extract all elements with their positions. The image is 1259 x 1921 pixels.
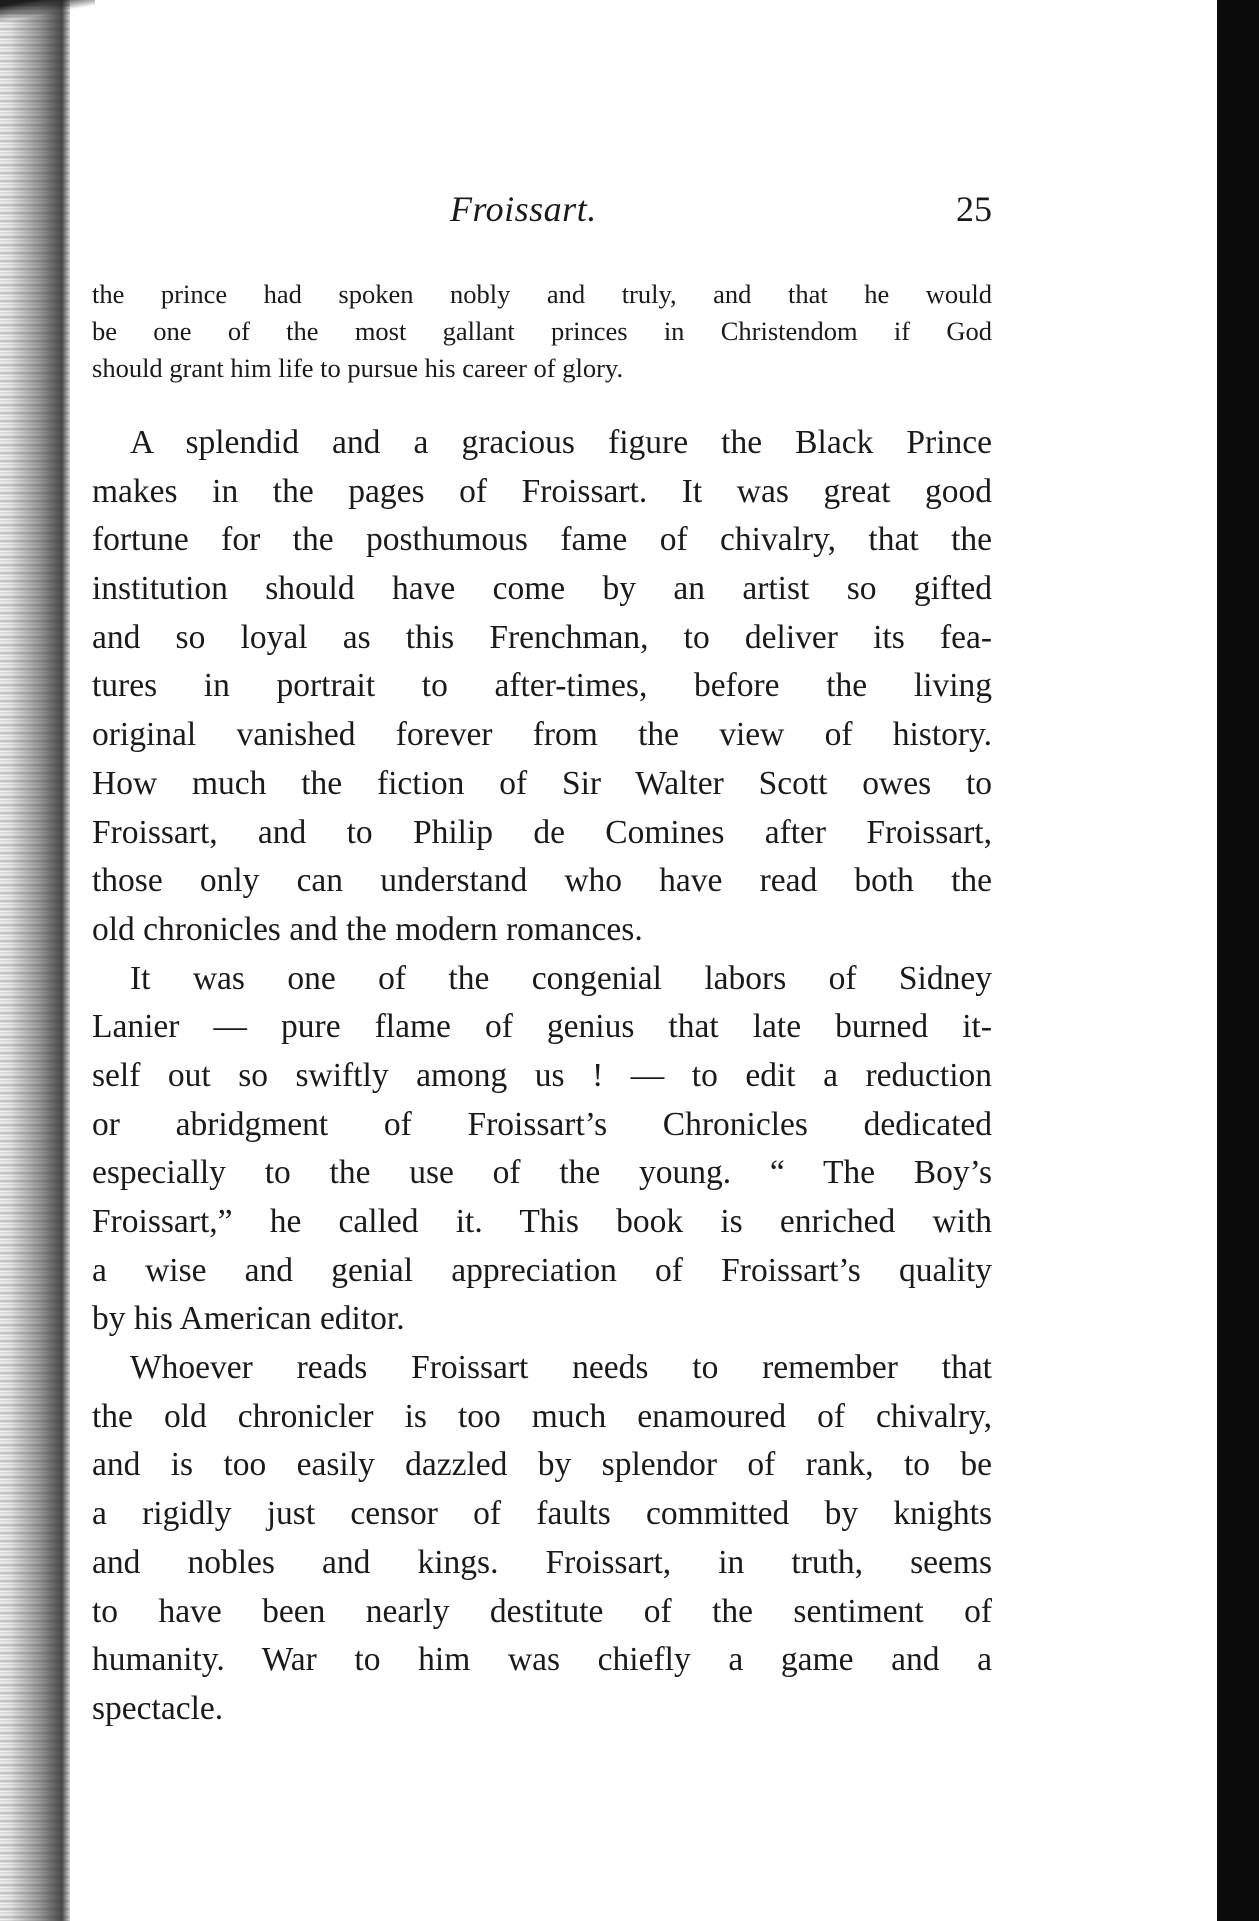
text-line: It was one of the congenial labors of Sidney [130,959,992,997]
text-line: should grant him life to pursue his career of glory. [92,353,624,383]
binding-corner [0,0,95,40]
scan-edge [1217,0,1259,1921]
text-line: and so loyal as this Frenchman, to deliver its fea- [92,618,992,656]
text-line: especially to the use of the young. “ The Boy’s [92,1154,992,1192]
text-line: Froissart, and to Philip de Comines after Froissart, [92,813,992,851]
binding-gutter [0,0,70,1921]
paragraph-black-prince [92,419,992,955]
text-block [92,276,992,1734]
text-line: and nobles and kings. Froissart, in truth, seems [92,1543,992,1581]
text-line: a wise and genial appreciation of Froissart’s quality [92,1251,992,1289]
paragraph-whoever-reads [92,1344,992,1734]
text-line: original vanished forever from the view of history. [92,716,992,754]
text-line: and is too easily dazzled by splendor of rank, to be [92,1446,992,1484]
text-line: by his American editor. [92,1300,405,1338]
text-line: the old chronicler is too much enamoured of chivalry, [92,1397,992,1435]
text-line: old chronicles and the modern romances. [92,910,643,948]
text-line: institution should have come by an artist so gifted [92,570,992,608]
text-line: be one of the most gallant princes in Christendom if God [92,316,992,346]
text-line: How much the fiction of Sir Walter Scott owes to [92,764,992,802]
running-title: Froissart. [450,189,597,229]
text-line: Froissart,” he called it. This book is enriched with [92,1203,992,1240]
page-number: 25 [956,189,992,229]
text-line: a rigidly just censor of faults committed by knights [92,1495,992,1533]
text-line: Whoever reads Froissart needs to remember that [130,1349,992,1387]
quote-paragraph [92,276,992,387]
running-head [92,188,992,238]
text-line: fortune for the posthumous fame of chivalry, that the [92,521,992,559]
text-line: to have been nearly destitute of the sentiment of [92,1592,992,1630]
text-line: makes in the pages of Froissart. It was great good [92,472,992,510]
paragraph-sidney-lanier [92,955,992,1345]
text-line: tures in portrait to after-times, before the living [92,667,992,705]
text-line: spectacle. [92,1689,224,1727]
text-line: A splendid and a gracious figure the Black Prince [130,424,992,461]
text-line: humanity. War to him was chiefly a game and a [92,1641,992,1679]
text-line: Lanier — pure flame of genius that late burned it- [92,1008,992,1046]
text-line: those only can understand who have read both the [92,862,992,900]
text-line: or abridgment of Froissart’s Chronicles dedicated [92,1105,992,1143]
text-line: the prince had spoken nobly and truly, and that he would [92,279,992,309]
text-line: self out so swiftly among us ! — to edit a reduction [92,1056,992,1094]
